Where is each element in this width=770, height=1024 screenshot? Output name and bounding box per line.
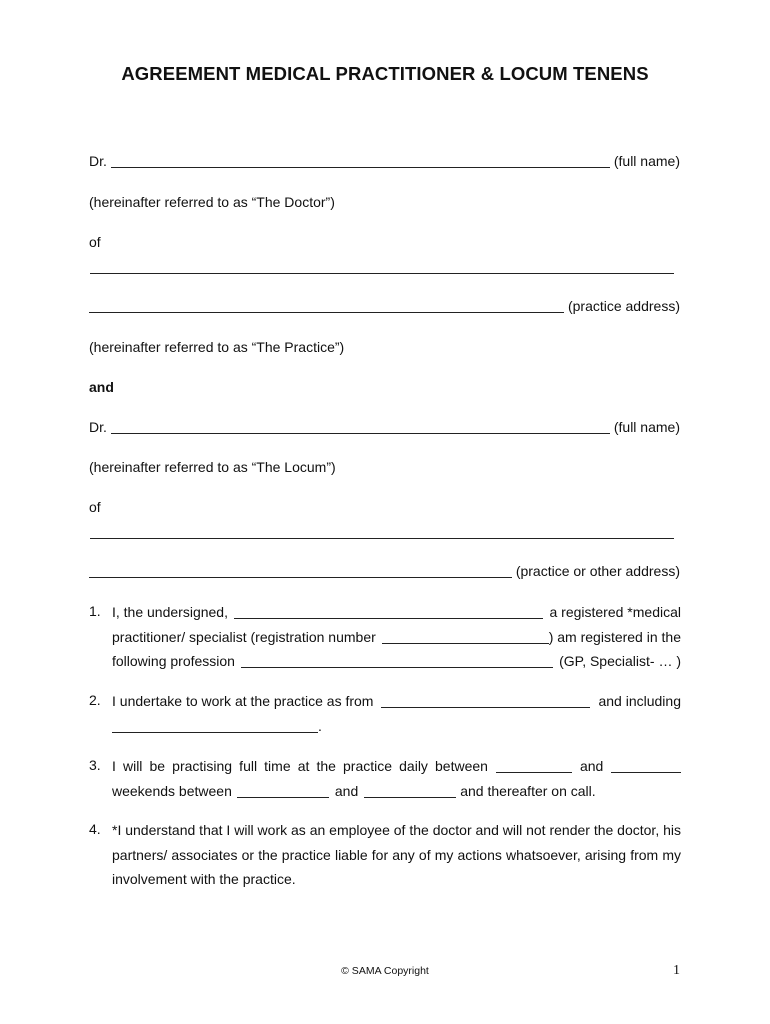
and-label: and (89, 379, 114, 395)
item-1-line-1 (112, 603, 681, 621)
weekday-start-time-field[interactable] (496, 759, 572, 773)
page-number: 1 (673, 963, 680, 978)
locum-of-label: of (89, 499, 101, 515)
locum-name-field[interactable] (111, 420, 610, 434)
undersigned-name-field[interactable] (234, 605, 544, 619)
item-text: a registered *medical (549, 604, 681, 620)
item-text: and including (598, 693, 681, 709)
item-text: weekends between (112, 783, 232, 799)
item-text: I, the undersigned, (112, 604, 228, 620)
page-title: AGREEMENT MEDICAL PRACTITIONER & LOCUM TENENS (121, 63, 649, 84)
item-text: and (579, 758, 604, 774)
item-text: (GP, Specialist- … ) (559, 653, 681, 669)
locum-address-line-1[interactable] (90, 538, 674, 539)
item-text: . (318, 718, 322, 734)
locum-address-suffix: (practice or other address) (515, 563, 680, 579)
locum-address-line-2[interactable] (89, 564, 512, 578)
item-text: following profession (112, 653, 235, 669)
item-1-line-2 (112, 628, 681, 646)
practice-referred-text: (hereinafter referred to as “The Practice”) (89, 339, 345, 355)
locum-prefix: Dr. (89, 419, 107, 435)
footer-copyright: © SAMA Copyright (341, 965, 429, 977)
doctor-address-line-2[interactable] (89, 299, 564, 313)
item-number: 2. (89, 692, 101, 708)
item-1-line-3 (112, 652, 681, 670)
and-row (89, 378, 680, 396)
locum-name-suffix: (full name) (613, 419, 680, 435)
doctor-address-line-1[interactable] (90, 273, 674, 274)
doctor-of-label: of (89, 234, 101, 250)
registration-number-field[interactable] (382, 630, 549, 644)
weekend-end-time-field[interactable] (364, 784, 456, 798)
locum-address-row (89, 562, 680, 580)
weekday-end-time-field[interactable] (611, 759, 681, 773)
item-text: I undertake to work at the practice as from (112, 693, 374, 709)
item-text: I will be practising full time at the practice daily between (112, 758, 488, 774)
weekend-start-time-field[interactable] (237, 784, 329, 798)
profession-field[interactable] (241, 654, 553, 668)
doctor-name-row (89, 152, 680, 170)
doctor-address-suffix: (practice address) (567, 298, 680, 314)
item-2-line-2 (112, 717, 681, 735)
locum-referred-row (89, 458, 680, 476)
doctor-referred-text: (hereinafter referred to as “The Doctor”) (89, 194, 335, 210)
practice-referred-row (89, 338, 680, 356)
item-number: 1. (89, 603, 101, 619)
item-2-line-1 (112, 692, 681, 710)
locum-of-row (89, 498, 680, 516)
item-number: 4. (89, 821, 101, 837)
doctor-address-row (89, 297, 680, 315)
item-3-line-2 (112, 782, 681, 800)
locum-referred-text: (hereinafter referred to as “The Locum”) (89, 459, 336, 475)
doctor-prefix: Dr. (89, 153, 107, 169)
item-text: ) am registered in the (548, 629, 681, 645)
doctor-referred-row (89, 193, 680, 211)
locum-name-row (89, 418, 680, 436)
start-date-field[interactable] (381, 694, 590, 708)
item-number: 3. (89, 757, 101, 773)
doctor-name-field[interactable] (111, 154, 610, 168)
item-text: practitioner/ specialist (registration number (112, 629, 376, 645)
item-text: and thereafter on call. (460, 783, 596, 799)
item-4-text: *I understand that I will work as an employee of the doctor and will not render the doctor, his partners/ associates or the practice liable for any of my actions whatsoever, arising from my involvement with the practice. (112, 822, 681, 887)
item-3-line-1 (112, 757, 681, 775)
end-date-field[interactable] (112, 719, 318, 733)
doctor-of-row (89, 233, 680, 251)
item-text: and (334, 783, 359, 799)
doctor-name-suffix: (full name) (613, 153, 680, 169)
